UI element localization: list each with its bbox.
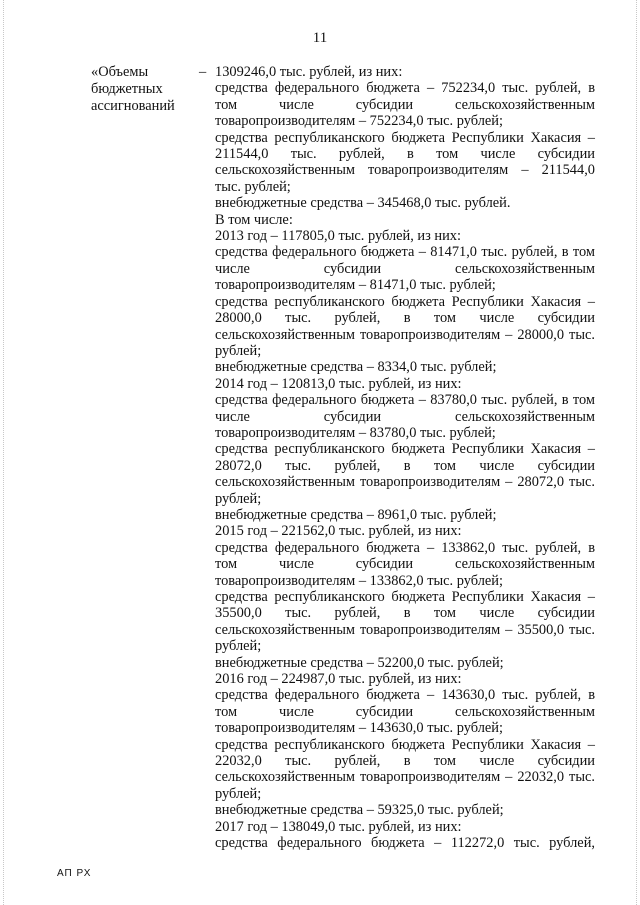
paragraph: средства федерального бюджета – 83780,0 тыс. рублей, в том числе субсидии сельскохозяйственным товаропроизводителям – 83780,0 тыс. рублей;: [215, 392, 595, 441]
paragraph: средства федерального бюджета – 752234,0 тыс. рублей, в том числе субсидии сельскохозяйственным товаропроизводителям – 752234,0 тыс. рублей;: [215, 80, 595, 130]
paragraph: средства федерального бюджета – 81471,0 тыс. рублей, в том числе субсидии сельскохозяйственным товаропроизводителям – 81471,0 тыс. рублей;: [215, 244, 595, 294]
paragraph: внебюджетные средства – 8961,0 тыс. рублей;: [215, 506, 497, 523]
paragraph: средства республиканского бюджета Республики Хакасия – 28000,0 тыс. рублей, в том числе субсидии сельскохозяйственным товаропроизводителям – 28000,0 тыс. рублей;: [215, 293, 595, 359]
paragraph: внебюджетные средства – 345468,0 тыс. рублей.: [215, 195, 511, 212]
paragraph: В том числе:: [215, 211, 293, 228]
left-edge-dots: [3, 0, 5, 905]
paragraph: средства республиканского бюджета Республики Хакасия – 22032,0 тыс. рублей, в том числе субсидии сельскохозяйственным товаропроизводителям – 22032,0 тыс. рублей;: [215, 736, 595, 802]
paragraph: средства республиканского бюджета Республики Хакасия – 35500,0 тыс. рублей, в том числе субсидии сельскохозяйственным товаропроизводителям – 35500,0 тыс. рублей;: [215, 589, 595, 655]
year-line: 2016 год – 224987,0 тыс. рублей, из них:: [215, 671, 462, 688]
year-line: 2015 год – 221562,0 тыс. рублей, из них:: [215, 523, 462, 540]
year-line: 2017 год – 138049,0 тыс. рублей, из них:: [215, 818, 462, 835]
paragraph: средства республиканского бюджета Республики Хакасия – 211544,0 тыс. рублей, в том числе субсидии сельскохозяйственным товаропроизводителям – 211544,0 тыс. рублей;: [215, 129, 595, 195]
year-line: 2014 год – 120813,0 тыс. рублей, из них:: [215, 375, 462, 392]
total-line: 1309246,0 тыс. рублей, из них:: [215, 64, 403, 80]
paragraph: внебюджетные средства – 52200,0 тыс. рублей;: [215, 654, 504, 671]
right-edge-dots: [636, 0, 638, 905]
footer-mark: АП РХ: [57, 868, 92, 879]
paragraph: средства республиканского бюджета Республики Хакасия – 28072,0 тыс. рублей, в том числе субсидии сельскохозяйственным товаропроизводителям – 28072,0 тыс. рублей;: [215, 441, 595, 507]
year-line: 2013 год – 117805,0 тыс. рублей, из них:: [215, 228, 462, 245]
paragraph: средства федерального бюджета – 112272,0 тыс. рублей,: [215, 835, 595, 852]
budget-text: [215, 64, 595, 852]
paragraph: средства федерального бюджета – 133862,0 тыс. рублей, в том числе субсидии сельскохозяйственным товаропроизводителям – 133862,0 тыс. рублей;: [215, 539, 595, 589]
paragraph: средства федерального бюджета – 143630,0 тыс. рублей, в том числе субсидии сельскохозяйственным товаропроизводителям – 143630,0 тыс. рублей;: [215, 687, 595, 737]
page-number: 11: [312, 30, 328, 46]
label-dash: –: [199, 64, 207, 80]
paragraph: внебюджетные средства – 59325,0 тыс. рублей;: [215, 802, 504, 819]
section-label: «Объемы бюджетных ассигнований: [91, 64, 175, 114]
paragraph: внебюджетные средства – 8334,0 тыс. рублей;: [215, 359, 497, 376]
